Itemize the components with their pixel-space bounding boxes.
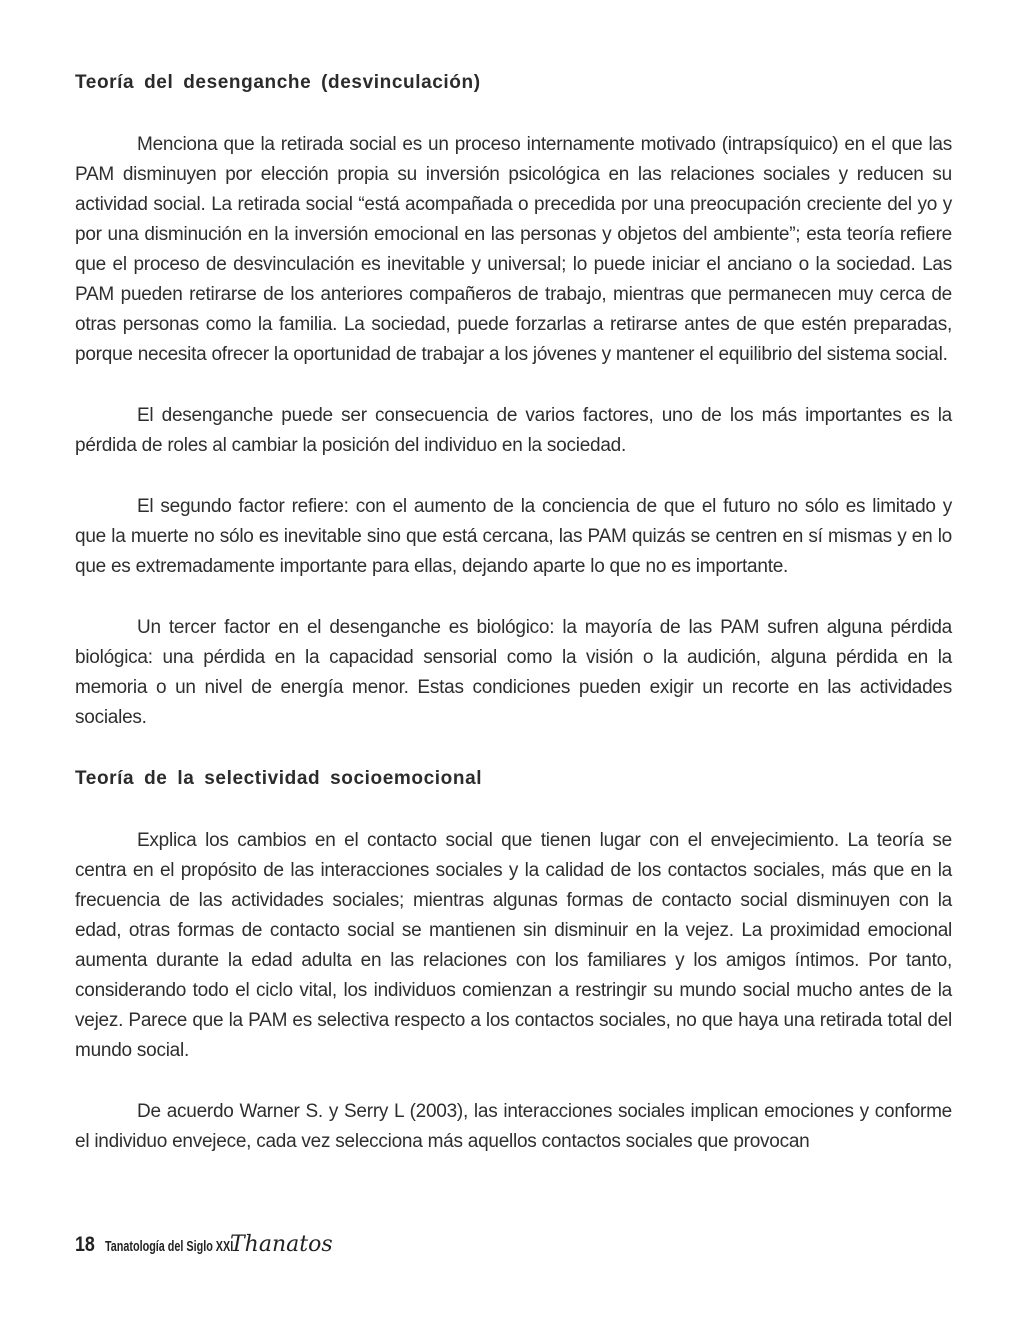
spacer (75, 1066, 952, 1097)
paragraph: Explica los cambios en el contacto social que tienen lugar con el envejecimiento. La teoría se centra en el propósito de las interacciones sociales y la calidad de los contactos sociales, más que en la frecuencia de las actividades sociales; mientras algunas formas de contacto social disminuyen con la edad, otras formas de contacto social se mantienen sin disminuir en la vejez. La proximidad emocional aumenta durante la edad adulta en las relaciones con los familiares y los amigos íntimos. Por tanto, considerando todo el ciclo vital, los individuos comienzan a restringir su mundo social mucho antes de la vejez. Parece que la PAM es selectiva respecto a los contactos sociales, no que haya una retirada total del mundo social. (75, 830, 952, 1061)
page-content (75, 68, 952, 1157)
spacer (75, 733, 952, 764)
page-number: 18 (75, 1233, 95, 1256)
section-heading-desenganche: Teoría del desenganche (desvinculación) (75, 72, 481, 93)
brand-logo: Thanatos (230, 1232, 333, 1257)
spacer (75, 370, 952, 401)
spacer (75, 461, 952, 492)
spacer (75, 794, 952, 826)
paragraph: El segundo factor refiere: con el aumento de la conciencia de que el futuro no sólo es limitado y que la muerte no sólo es inevitable sino que está cercana, las PAM quizás se centren en sí mismas y en lo que es extremadamente importante para ellas, dejando aparte lo que no es importante. (75, 496, 952, 577)
paragraph: De acuerdo Warner S. y Serry L (2003), las interacciones sociales implican emociones y conforme el individuo envejece, cada vez selecciona más aquellos contactos sociales que provocan (75, 1101, 952, 1152)
publication-title: Tanatología del Siglo XXI (105, 1238, 234, 1255)
paragraph: Un tercer factor en el desenganche es biológico: la mayoría de las PAM sufren alguna pérdida biológica: una pérdida en la capacidad sensorial como la visión o la audición, alguna pérdida en la memoria o un nivel de energía menor. Estas condiciones pueden exigir un recorte en las actividades sociales. (75, 617, 952, 728)
spacer (75, 582, 952, 613)
section-heading-selectividad: Teoría de la selectividad socioemocional (75, 768, 483, 789)
page-footer (75, 1232, 333, 1268)
spacer (75, 98, 952, 130)
paragraph: El desenganche puede ser consecuencia de varios factores, uno de los más importantes es la pérdida de roles al cambiar la posición del individuo en la sociedad. (75, 405, 952, 456)
paragraph: Menciona que la retirada social es un proceso internamente motivado (intrapsíquico) en el que las PAM disminuyen por elección propia su inversión psicológica en las relaciones sociales y reducen su actividad social. La retirada social “está acompañada o precedida por una preocupación creciente del yo y por una disminución en la inversión emocional en las personas y objetos del ambiente”; esta teoría refiere que el proceso de desvinculación es inevitable y universal; lo puede iniciar el anciano o la sociedad. Las PAM pueden retirarse de los anteriores compañeros de trabajo, mientras que permanecen muy cerca de otras personas como la familia. La sociedad, puede forzarlas a retirarse antes de que estén preparadas, porque necesita ofrecer la oportunidad de trabajar a los jóvenes y mantener el equilibrio del sistema social. (75, 134, 952, 365)
